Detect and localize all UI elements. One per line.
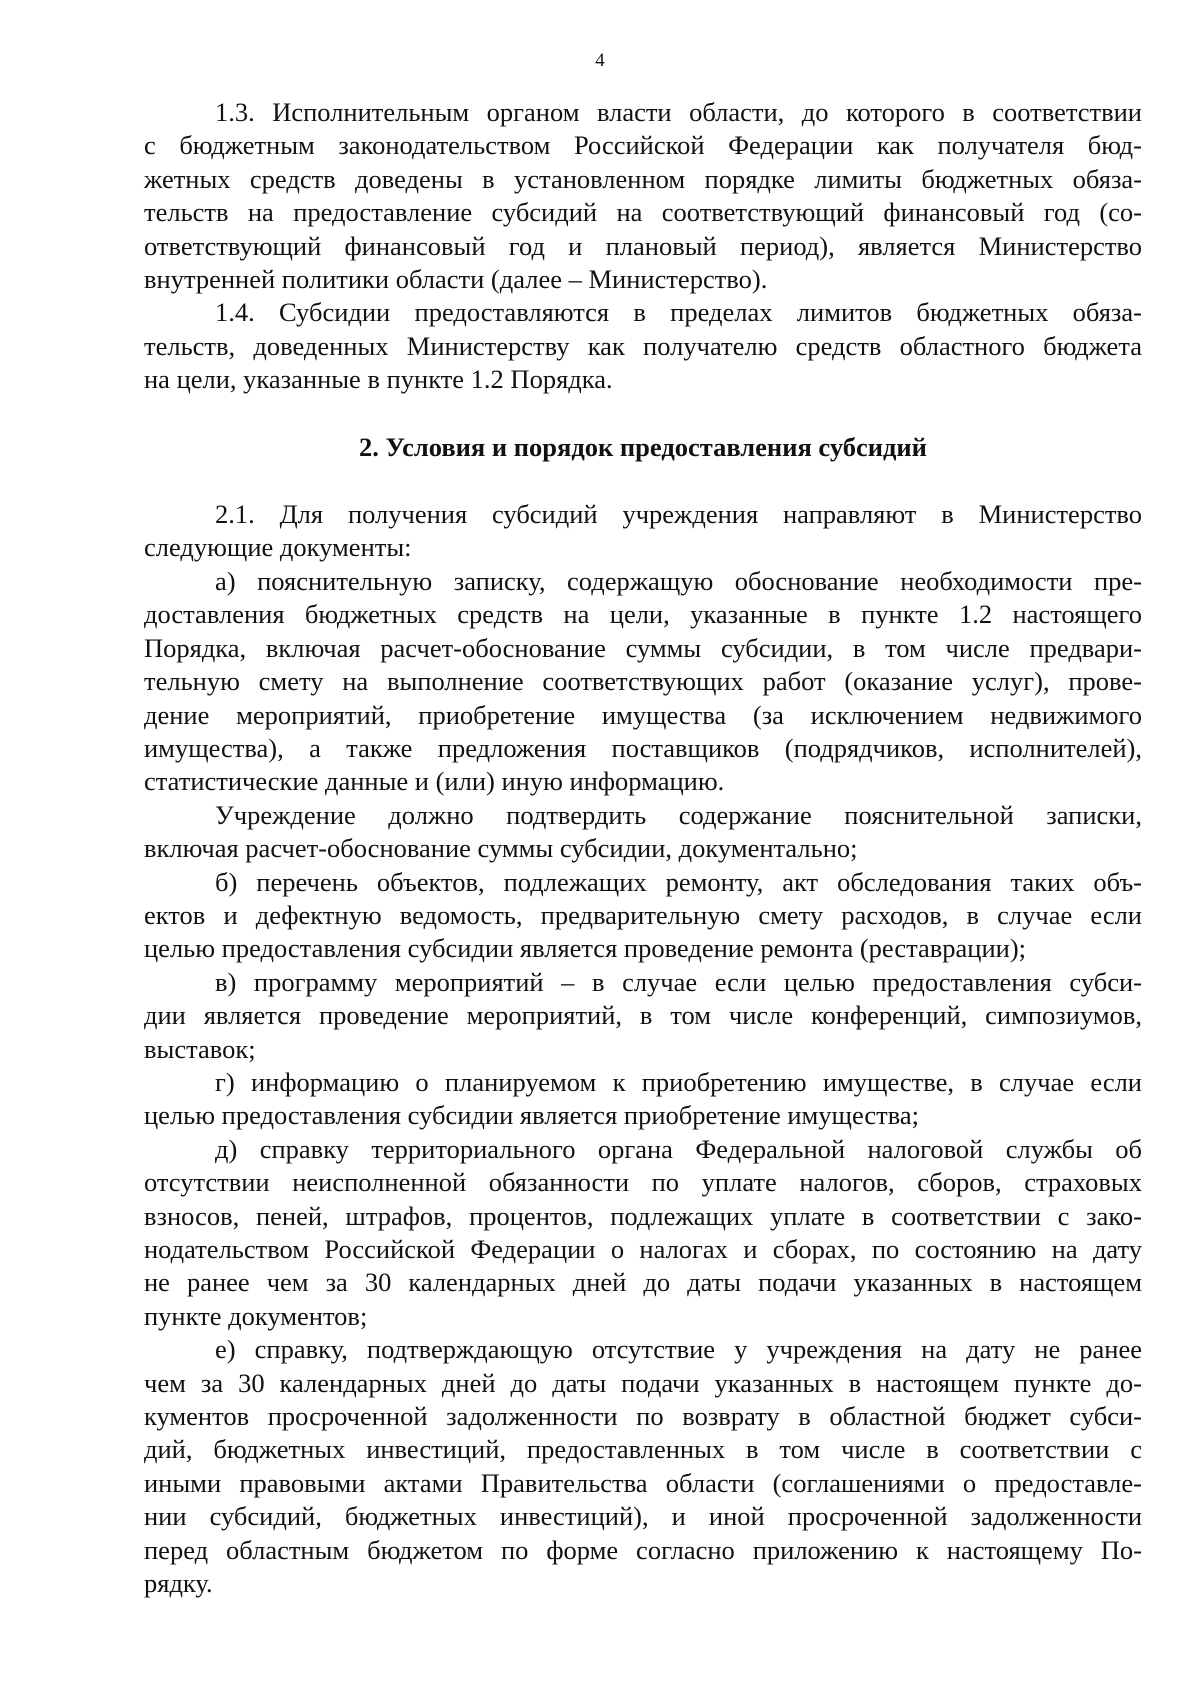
text-line: д) справку территориального органа Федеральной налоговой службы об bbox=[215, 1133, 1142, 1164]
text-line: а) пояснительную записку, содержащую обоснование необходимости пре- bbox=[215, 565, 1142, 596]
text-line: рядку. bbox=[144, 1568, 213, 1599]
text-line: ектов и дефектную ведомость, предварительную смету расходов, в случае если bbox=[144, 899, 1142, 930]
text-line: с бюджетным законодательством Российской Федерации как получателя бюд- bbox=[144, 130, 1142, 161]
text-line: не ранее чем за 30 календарных дней до даты подачи указанных в настоящем bbox=[144, 1267, 1142, 1298]
text-line: взносов, пеней, штрафов, процентов, подлежащих уплате в соответствии с зако- bbox=[144, 1200, 1142, 1231]
list-item-g bbox=[144, 1066, 1142, 1133]
text-line: тельств на предоставление субсидий на соответствующий финансовый год (со- bbox=[144, 197, 1142, 228]
section-heading: 2. Условия и порядок предоставления субсидий bbox=[359, 431, 927, 462]
page-number: 4 bbox=[595, 50, 605, 71]
text-line: имущества), а также предложения поставщиков (подрядчиков, исполнителей), bbox=[144, 732, 1142, 763]
text-line: Порядка, включая расчет-обоснование суммы субсидии, в том числе предвари- bbox=[144, 632, 1142, 663]
text-line: кументов просроченной задолженности по возврату в областной бюджет субси- bbox=[144, 1401, 1142, 1432]
list-item-b bbox=[144, 866, 1142, 966]
text-line: в) программу мероприятий – в случае если целью предоставления субси- bbox=[215, 966, 1142, 997]
text-line: ответствующий финансовый год и плановый период), является Министерство bbox=[144, 230, 1142, 261]
list-item-a bbox=[144, 565, 1142, 799]
text-line: г) информацию о планируемом к приобретению имуществе, в случае если bbox=[215, 1066, 1142, 1097]
text-line: б) перечень объектов, подлежащих ремонту, акт обследования таких объ- bbox=[215, 866, 1142, 897]
text-line: е) справку, подтверждающую отсутствие у учреждения на дату не ранее bbox=[215, 1334, 1142, 1365]
text-line: нии субсидий, бюджетных инвестиций), и иной просроченной задолженности bbox=[144, 1501, 1142, 1532]
text-line: отсутствии неисполненной обязанности по уплате налогов, сборов, страховых bbox=[144, 1167, 1142, 1198]
text-line: целью предоставления субсидии является проведение ремонта (реставрации); bbox=[144, 933, 1027, 964]
text-line: выставок; bbox=[144, 1033, 256, 1064]
text-line: дий, бюджетных инвестиций, предоставленных в том числе в соответствии с bbox=[144, 1434, 1142, 1465]
list-item-e bbox=[144, 1333, 1142, 1600]
text-line: перед областным бюджетом по форме согласно приложению к настоящему По- bbox=[144, 1534, 1142, 1565]
text-line: статистические данные и (или) иную информацию. bbox=[144, 766, 725, 797]
list-item-a-note bbox=[144, 799, 1142, 866]
text-line: внутренней политики области (далее – Министерство). bbox=[144, 264, 768, 295]
text-line: дение мероприятий, приобретение имущества (за исключением недвижимого bbox=[144, 699, 1142, 730]
paragraph-1-4 bbox=[144, 296, 1142, 396]
text-line: дии является проведение мероприятий, в том числе конференций, симпозиумов, bbox=[144, 1000, 1142, 1031]
paragraph-2-1 bbox=[144, 498, 1142, 565]
text-line: пункте документов; bbox=[144, 1300, 368, 1331]
text-line: включая расчет-обоснование суммы субсидии, документально; bbox=[144, 833, 858, 864]
text-line: на цели, указанные в пункте 1.2 Порядка. bbox=[144, 364, 613, 395]
document-body bbox=[144, 96, 1142, 1600]
text-line: 1.4. Субсидии предоставляются в пределах лимитов бюджетных обяза- bbox=[215, 297, 1142, 328]
text-line: 1.3. Исполнительным органом власти области, до которого в соответствии bbox=[215, 97, 1142, 127]
list-item-v bbox=[144, 966, 1142, 1066]
list-item-d bbox=[144, 1133, 1142, 1333]
text-line: Учреждение должно подтвердить содержание пояснительной записки, bbox=[215, 799, 1142, 830]
text-line: жетных средств доведены в установленном порядке лимиты бюджетных обяза- bbox=[144, 163, 1142, 194]
text-line: доставления бюджетных средств на цели, указанные в пункте 1.2 настоящего bbox=[144, 599, 1142, 630]
text-line: целью предоставления субсидии является приобретение имущества; bbox=[144, 1100, 919, 1131]
text-line: чем за 30 календарных дней до даты подачи указанных в настоящем пункте до- bbox=[144, 1367, 1142, 1398]
text-line: иными правовыми актами Правительства области (соглашениями о предоставле- bbox=[144, 1467, 1142, 1498]
text-line: нодательством Российской Федерации о налогах и сборах, по состоянию на дату bbox=[144, 1234, 1142, 1264]
text-line: тельств, доведенных Министерству как получателю средств областного бюджета bbox=[144, 330, 1142, 361]
text-line: следующие документы: bbox=[144, 532, 412, 563]
paragraph-1-3 bbox=[144, 96, 1142, 296]
text-line: 2.1. Для получения субсидий учреждения направляют в Министерство bbox=[215, 499, 1142, 530]
text-line: тельную смету на выполнение соответствующих работ (оказание услуг), прове- bbox=[144, 666, 1142, 697]
